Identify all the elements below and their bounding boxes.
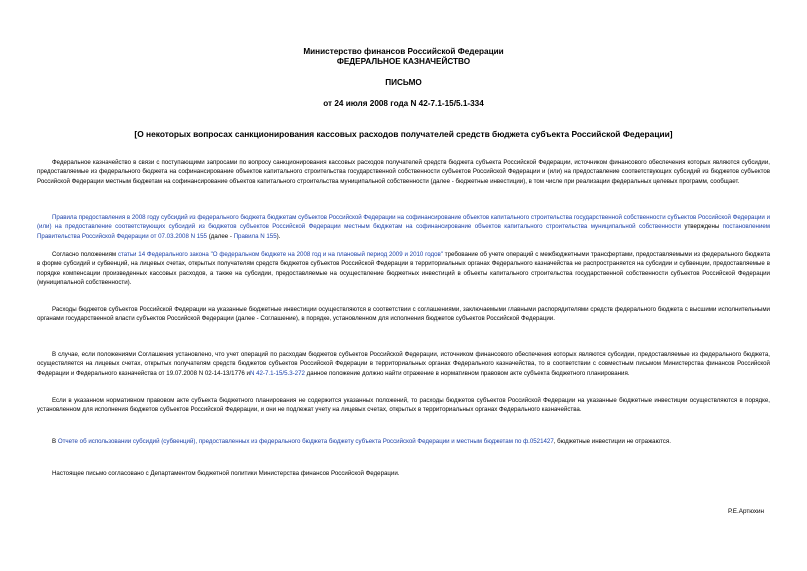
- paragraph-text: , бюджетные инвестиции не отражаются.: [553, 438, 671, 445]
- paragraph-report: [37, 437, 770, 446]
- report-form-link[interactable]: Отчете об использовании субсидий (субвенций), предоставленных из федерального бюджета бюджету субъекта Российской Федерации и местным бюджетам по ф.0521427: [57, 438, 554, 445]
- federal-law-link[interactable]: статьи 14 Федерального закона "О федеральном бюджете на 2008 год и на плановый период 2009 и 2010 годов": [117, 251, 443, 258]
- rules-link[interactable]: Правила предоставления в 2008 году субсидий из федерального бюджета бюджетам субъектов Российской Федерации на софинансирование объектов капитального строительства государственной собственности субъектов Российской Федерации и (или) на предоставление соответствующих субсидий из бюджетов субъектов Российской Федерации местным бюджетам на софинансирование объектов капитального строительства муниципальной собственности: [37, 214, 770, 231]
- paragraph-text: В: [52, 438, 58, 445]
- date-number-heading: от 24 июля 2008 года N 42-7.1-15/5.1-334: [323, 99, 484, 108]
- paragraph-intro: Федеральное казначейство в связи с поступающими запросами по вопросу санкционирования кассовых расходов получателей средств бюджета субъекта Российской Федерации, источником финансового обеспечения которых являются субсидии, предоставляемые из федерального бюджета на софинансирование объектов капитального строительства государственной собственности субъектов Российской Федерации и (или) на предоставление соответствующих субсидий из бюджетов субъектов Российской Федерации местным бюджетам на софинансирование объектов капитального строительства муниципальной собственности (далее - бюджетные инвестиции), в том числе при реализации федеральных целевых программ, сообщает.: [37, 159, 770, 185]
- paragraph-text: (далее -: [206, 232, 234, 240]
- paragraph-agreement: [37, 350, 770, 378]
- signature: Р.Е.Артюхин: [728, 508, 764, 515]
- paragraph-text: утверждены: [681, 223, 723, 231]
- paragraph-agreed: Настоящее письмо согласовано с Департаментом бюджетной политики Министерства финансов Российской Федерации.: [52, 470, 400, 477]
- paragraph-text: данное положение должно найти отражение в нормативном правовом акте субъекта бюджетного планирования.: [304, 369, 630, 377]
- paragraph-law: [37, 250, 770, 288]
- joint-letter-link[interactable]: N 42-7.1-15/5.3-272: [249, 369, 305, 377]
- paragraph-text: требование об учете операций с межбюджетными трансфертами, предоставляемыми из федерального бюджета в форме субсидий и субвенций, на лицевых счетах, открытых получателям средств бюджетов субъектов Российской Федерации в территориальных органах Федерального казначейства не распространяется на субсидии и субвенции, предоставляемые в порядке компенсации произведенных кассовых расходов, а также на субсидии, предоставляемые на осуществление бюджетных инвестиций в объекты капитального строительства государственной собственности субъектов Российской Федерации (муниципальной собственности).: [37, 251, 770, 287]
- document-type-heading: ПИСЬМО: [385, 78, 422, 87]
- subject-heading: [О некоторых вопросах санкционирования кассовых расходов получателей средств бюджета субъекта Российской Федерации]: [134, 129, 673, 139]
- ministry-heading: Министерство финансов Российской Федерации: [303, 47, 504, 56]
- paragraph-text: Согласно положениям: [52, 251, 118, 258]
- paragraph-text: ).: [276, 232, 281, 240]
- decree-link[interactable]: постановлением Правительства Российской Федерации от 07.03.2008 N 155: [37, 223, 771, 240]
- paragraph-rules: [37, 213, 770, 241]
- paragraph-expenses: Расходы бюджетов субъектов Российской Федерации на указанные бюджетные инвестиции осуществляются в соответствии с соглашениями, заключаемыми главными распорядителями средств федерального бюджета с высшими исполнительными органами государственной власти субъектов Российской Федерации (далее - Соглашение), в порядке, установленном для исполнения бюджетов субъектов Российской Федерации.: [37, 306, 770, 323]
- paragraph-text: В случае, если положениями Соглашения установлено, что учет операций по расходам бюджетов субъектов Российской Федерации, источником финансового обеспечения которых являются субсидии, предоставляемые из федерального бюджета, осуществляется на лицевых счетах, открытых получателям средств бюджетов субъектов Российской Федерации в территориальных органах Федерального казначейства, то в соответствии с совместным письмом Министерства финансов Российской Федерации и Федерального казначейства от 19.07.2008 N 02-14-13/1776 и: [37, 351, 770, 377]
- rules-155-link[interactable]: Правила N 155: [233, 232, 277, 240]
- paragraph-no-provisions: Если в указанном нормативном правовом акте субъекта бюджетного планирования не содержится указанных положений, то расходы бюджетов субъектов Российской Федерации на указанные бюджетные инвестиции осуществляются в порядке, установленном для исполнения бюджетов субъектов Российской Федерации, и они не подлежат учету на лицевых счетах, открытых в территориальных органах Федерального казначейства.: [37, 397, 770, 414]
- treasury-heading: ФЕДЕРАЛЬНОЕ КАЗНАЧЕЙСТВО: [336, 57, 471, 66]
